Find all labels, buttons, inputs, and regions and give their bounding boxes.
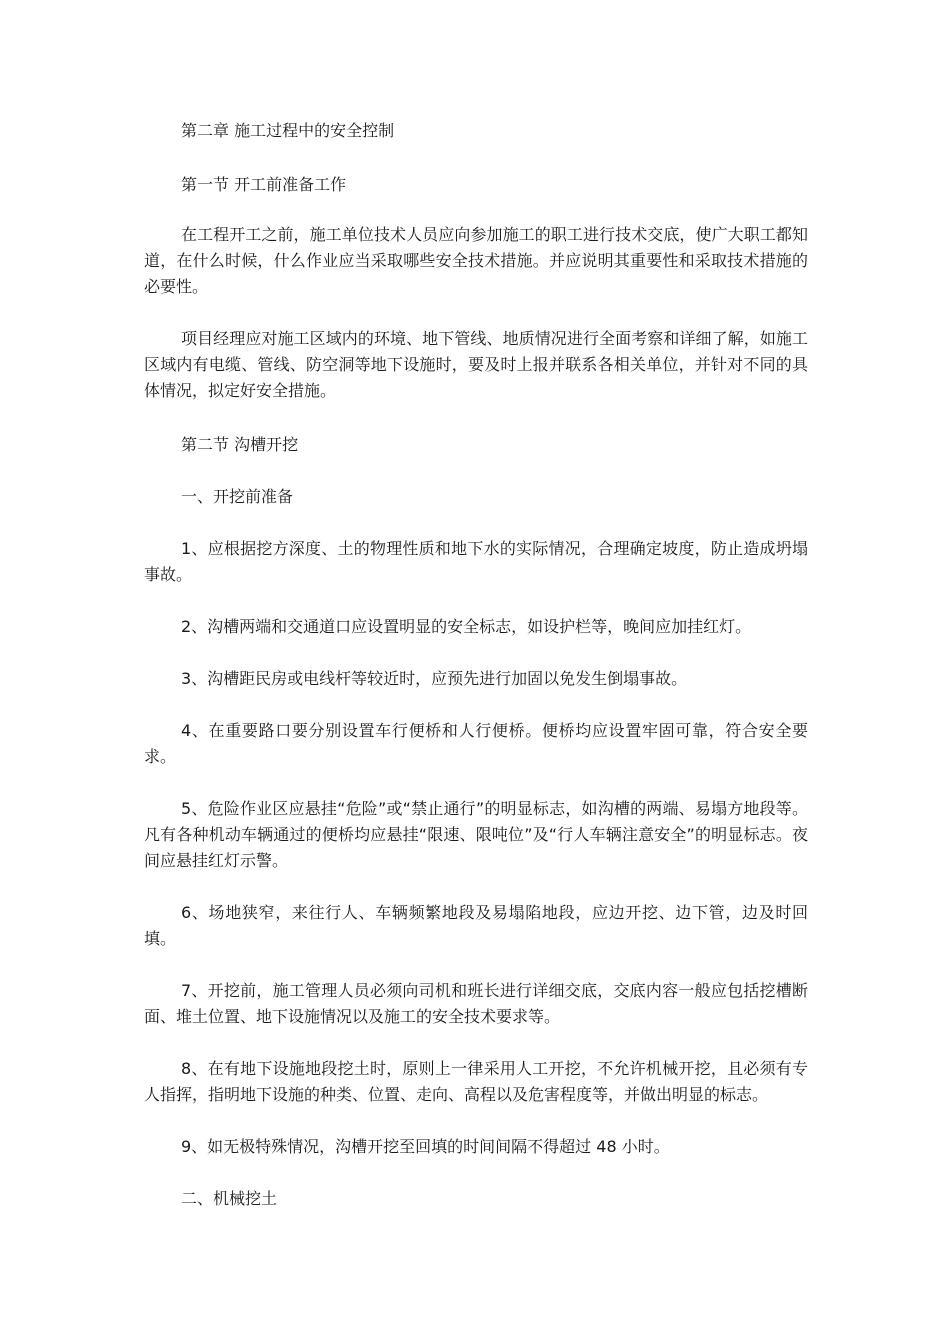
paragraph: 项目经理应对施工区域内的环境、地下管线、地质情况进行全面考察和详细了解，如施工区域内有电缆、管线、防空洞等地下设施时，要及时上报并联系各相关单位，并针对不同的具体情况，拟定好安全措施。 [144, 329, 808, 400]
section-title: 第一节 开工前准备工作 [181, 175, 347, 194]
list-item: 7、开挖前，施工管理人员必须向司机和班长进行详细交底，交底内容一般应包括挖槽断面、堆土位置、地下设施情况以及施工的安全技术要求等。 [144, 981, 808, 1026]
list-item: 1、应根据挖方深度、土的物理性质和地下水的实际情况，合理确定坡度，防止造成坍塌事故。 [144, 539, 808, 584]
paragraph: 在工程开工之前，施工单位技术人员应向参加施工的职工进行技术交底，使广大职工都知道，在什么时候，什么作业应当采取哪些安全技术措施。并应说明其重要性和采取技术措施的必要性。 [144, 225, 808, 296]
list-item: 8、在有地下设施地段挖土时，原则上一律采用人工开挖，不允许机械开挖，且必须有专人指挥，指明地下设施的种类、位置、走向、高程以及危害程度等，并做出明显的标志。 [144, 1059, 808, 1104]
list-item: 2、沟槽两端和交通道口应设置明显的安全标志，如设护栏等，晚间应加挂红灯。 [181, 617, 752, 636]
document-body [144, 118, 808, 1212]
subsection-title: 二、机械挖土 [181, 1189, 278, 1208]
list-item: 6、场地狭窄，来往行人、车辆频繁地段及易塌陷地段，应边开挖、边下管，边及时回填。 [144, 903, 808, 948]
chapter-title: 第二章 施工过程中的安全控制 [181, 121, 395, 140]
subsection-title: 一、开挖前准备 [181, 487, 294, 506]
list-item: 9、如无极特殊情况，沟槽开挖至回填的时间间隔不得超过 48 小时。 [181, 1137, 670, 1156]
list-item: 3、沟槽距民房或电线杆等较近时，应预先进行加固以免发生倒塌事故。 [181, 669, 688, 688]
list-item: 5、危险作业区应悬挂“危险”或“禁止通行”的明显标志，如沟槽的两端、易塌方地段等。凡有各种机动车辆通过的便桥均应悬挂“限速、限吨位”及“行人车辆注意安全”的明显标志。夜间应悬挂红灯示警。 [144, 799, 808, 870]
list-item: 4、在重要路口要分别设置车行便桥和人行便桥。便桥均应设置牢固可靠，符合安全要求。 [144, 721, 808, 766]
section-title: 第二节 沟槽开挖 [181, 435, 299, 454]
